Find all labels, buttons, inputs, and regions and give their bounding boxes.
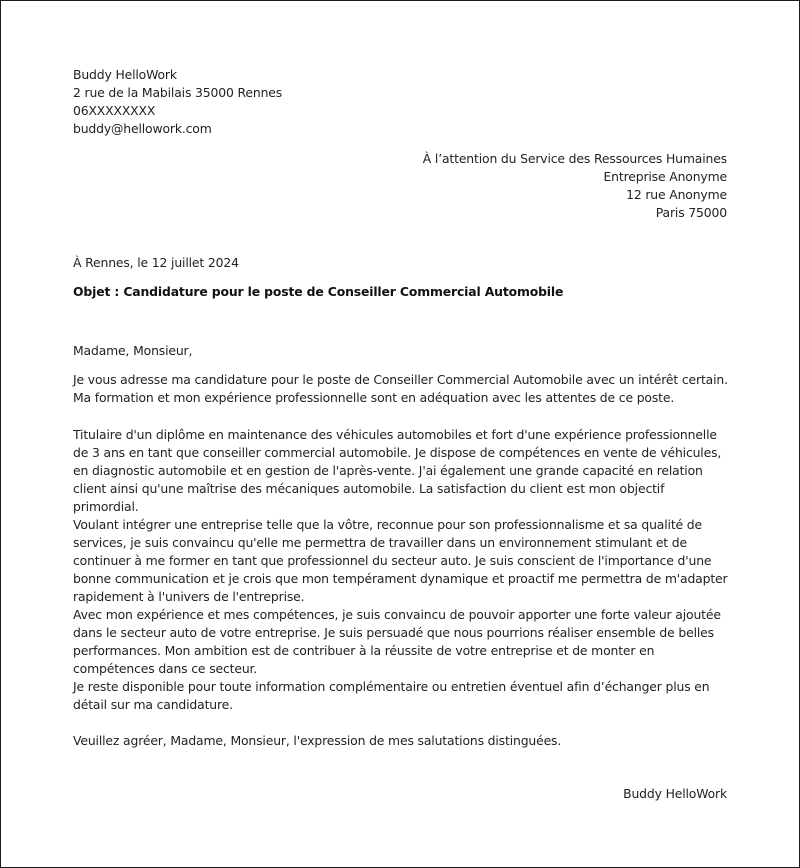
closing-formula: Veuillez agréer, Madame, Monsieur, l'expression de mes salutations distinguées. [73,733,562,748]
sender-address: 2 rue de la Mabilais 35000 Rennes [73,85,283,100]
subject-line: Objet : Candidature pour le poste de Conseiller Commercial Automobile [73,284,564,299]
sender-block [73,66,282,138]
body-paragraph: Avec mon expérience et mes compétences, je suis convaincu de pouvoir apporter une forte valeur ajoutée dans le secteur auto de votre entreprise. Je suis persuadé que nous pourrions réaliser ensemble de belles performances. Mon ambition est de contribuer à la réussite de votre entreprise et de monter en compétences dans ce secteur. [73,607,721,676]
body-paragraph: Je vous adresse ma candidature pour le poste de Conseiller Commercial Automobile avec un intérêt certain. Ma formation et mon expérience professionnelle sont en adéquation avec les attentes de ce poste. [73,372,728,405]
recipient-block [423,150,727,222]
sender-phone: 06XXXXXXXX [73,103,156,118]
sender-email: buddy@hellowork.com [73,121,212,136]
date-line: À Rennes, le 12 juillet 2024 [73,255,239,270]
sender-name: Buddy HelloWork [73,67,177,82]
recipient-company: Entreprise Anonyme [603,169,727,184]
recipient-attention: À l’attention du Service des Ressources Humaines [422,151,727,166]
recipient-street: 12 rue Anonyme [626,187,727,202]
recipient-city: Paris 75000 [655,205,727,220]
body-paragraph: Je reste disponible pour toute information complémentaire ou entretien éventuel afin d’échanger plus en détail sur ma candidature. [73,679,710,712]
salutation: Madame, Monsieur, [73,343,193,358]
body-paragraph: Titulaire d'un diplôme en maintenance des véhicules automobiles et fort d'une expérience professionnelle de 3 ans en tant que conseiller commercial automobile. Je dispose de compétences en vente de véhicules, en diagnostic automobile et en gestion de l'après-vente. J'ai également une grande capacité en relation client ainsi qu'une maîtrise des mécaniques automobile. La satisfaction du client est mon objectif primordial. [73,427,722,514]
signature: Buddy HelloWork [623,786,727,801]
body-paragraph: Voulant intégrer une entreprise telle que la vôtre, reconnue pour son professionnalisme et sa qualité de services, je suis convaincu qu'elle me permettra de travailler dans un environnement stimulant et de continuer à me former en tant que professionnel du secteur auto. Je suis conscient de l'importance d'une bonne communication et je crois que mon tempérament dynamique et proactif me permettra de m'adapter rapidement à l'univers de l'entreprise. [73,517,728,604]
